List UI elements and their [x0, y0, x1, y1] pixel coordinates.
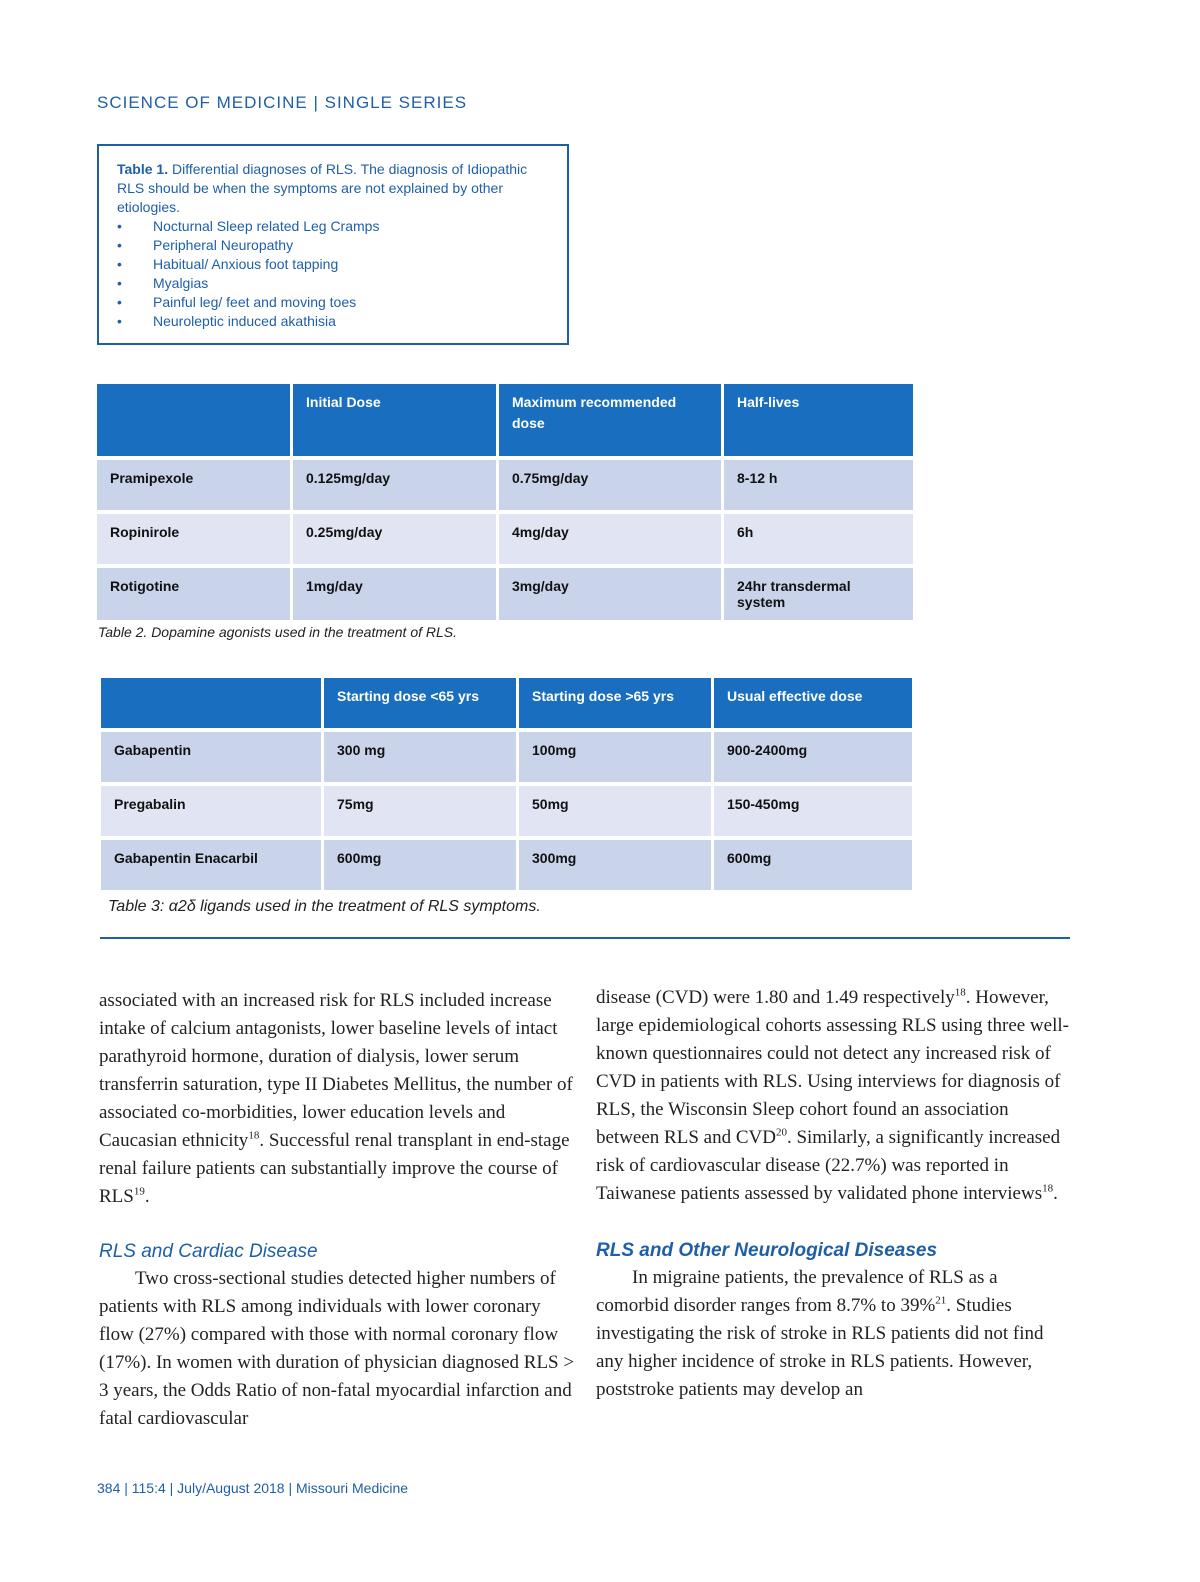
text-run: . Studies investigating the risk of stroke in RLS patients did not find any higher incidence of stroke in RLS patients. However, poststroke patients may develop an [596, 1295, 1044, 1400]
table-header-cell [101, 678, 321, 728]
text-run: disease (CVD) were 1.80 and 1.49 respectively [596, 987, 955, 1008]
table-row [101, 840, 912, 890]
section-heading: RLS and Other Neurological Diseases [596, 1240, 938, 1261]
table-cell: Gabapentin Enacarbil [101, 840, 321, 890]
bullet-icon: • [117, 313, 122, 329]
table-cell: 6h [724, 514, 913, 564]
body-paragraph [596, 1264, 1074, 1404]
bullet-icon: • [117, 256, 122, 272]
text-run: . Successful renal transplant in end-stage renal failure patients can substantially improve the course of RLS [99, 1130, 570, 1207]
table-cell: 0.125mg/day [293, 460, 496, 510]
page-footer: 384 | 115:4 | July/August 2018 | Missouri Medicine [97, 1480, 409, 1496]
table1-box [97, 144, 569, 345]
list-item-text: Neuroleptic induced akathisia [153, 313, 336, 329]
reference-superscript: 18 [1042, 1182, 1054, 1195]
table-header-cell: Half-lives [724, 384, 913, 456]
section-heading: RLS and Cardiac Disease [99, 1241, 318, 1262]
table-cell: 4mg/day [499, 514, 721, 564]
list-item-text: Habitual/ Anxious foot tapping [153, 256, 339, 272]
table-cell: Pregabalin [101, 786, 321, 836]
table-cell: 150-450mg [714, 786, 912, 836]
table-cell: 300 mg [324, 732, 516, 782]
text-run: . [1053, 1183, 1058, 1204]
table3-caption: Table 3: α2δ ligands used in the treatment of RLS symptoms. [108, 898, 541, 915]
table-cell: Ropinirole [97, 514, 290, 564]
list-item-text: Painful leg/ feet and moving toes [153, 294, 357, 310]
table-header-cell: Starting dose <65 yrs [324, 678, 516, 728]
table1-caption-text: Differential diagnoses of RLS. The diagnosis of Idiopathic RLS should be when the symptoms are not explained by other etiologies. [117, 161, 528, 215]
reference-superscript: 19 [133, 1185, 145, 1198]
list-item-text: Nocturnal Sleep related Leg Cramps [153, 218, 380, 234]
table1-caption [117, 160, 549, 217]
table-header-cell [97, 384, 290, 456]
section-divider [100, 937, 1070, 939]
list-item [117, 236, 549, 255]
table-header-row [97, 384, 913, 456]
list-item-text: Peripheral Neuropathy [153, 237, 294, 253]
table-cell: 600mg [714, 840, 912, 890]
body-paragraph [596, 984, 1074, 1208]
bullet-icon: • [117, 275, 122, 291]
table-cell: 8-12 h [724, 460, 913, 510]
list-item [117, 255, 549, 274]
table-row [97, 460, 913, 510]
table-cell: 1mg/day [293, 568, 496, 620]
text-run: . Similarly, a significantly increased risk of cardiovascular disease (22.7%) was reported in Taiwanese patients assessed by validated phone interviews [596, 1127, 1061, 1204]
table1-label: Table 1. [117, 161, 169, 177]
reference-superscript: 18 [248, 1129, 260, 1142]
table-row [101, 786, 912, 836]
table-cell: 3mg/day [499, 568, 721, 620]
table-cell: 0.25mg/day [293, 514, 496, 564]
table-row [97, 514, 913, 564]
table-header-cell: Maximum recommended dose [499, 384, 721, 456]
table-cell: Pramipexole [97, 460, 290, 510]
table-header-row [101, 678, 912, 728]
table-cell: 75mg [324, 786, 516, 836]
text-run: . [144, 1186, 150, 1207]
table-cell: 900-2400mg [714, 732, 912, 782]
left-column [99, 987, 577, 1433]
reference-superscript: 21 [935, 1294, 947, 1307]
bullet-icon: • [117, 218, 122, 234]
table-row [97, 568, 913, 620]
reference-superscript: 20 [775, 1126, 787, 1139]
table-cell: 50mg [519, 786, 711, 836]
table-cell: 24hr transdermal system [724, 568, 913, 620]
table-cell: 600mg [324, 840, 516, 890]
table-header-cell: Initial Dose [293, 384, 496, 456]
body-paragraph: Two cross-sectional studies detected higher numbers of patients with RLS among individuals with lower coronary flow (27%) compared with those with normal coronary flow (17%). In women with duration of physician diagnosed RLS > 3 years, the Odds Ratio of non-fatal myocardial infarction and fatal cardiovascular [99, 1268, 575, 1429]
running-header: SCIENCE OF MEDICINE | SINGLE SERIES [97, 93, 468, 112]
list-item-text: Myalgias [153, 275, 209, 291]
bullet-icon: • [117, 294, 122, 310]
list-item [117, 312, 549, 331]
text-run: associated with an increased risk for RLS included increase intake of calcium antagonists, lower baseline levels of intact parathyroid hormone, duration of dialysis, lower serum transferrin saturation, type II Diabetes Mellitus, the number of associated co-morbidities, lower education levels and Caucasian ethnicity [99, 990, 573, 1151]
table-cell: 100mg [519, 732, 711, 782]
reference-superscript: 18 [954, 986, 966, 999]
table1-list [117, 217, 549, 331]
body-paragraph [99, 987, 577, 1211]
table-cell: 0.75mg/day [499, 460, 721, 510]
text-run: . However, large epidemiological cohorts assessing RLS using three well-known questionnaires could not detect any increased risk of CVD in patients with RLS. Using interviews for diagnosis of RLS, the Wisconsin Sleep cohort found an association between RLS and CVD [596, 987, 1069, 1148]
bullet-icon: • [117, 237, 122, 253]
table-row [101, 732, 912, 782]
table-header-cell: Usual effective dose [714, 678, 912, 728]
text-run: In migraine patients, the prevalence of RLS as a comorbid disorder ranges from 8.7% to 39% [596, 1267, 998, 1316]
list-item [117, 217, 549, 236]
table3-alpha2delta-ligands [98, 674, 915, 894]
table-cell: Rotigotine [97, 568, 290, 620]
list-item [117, 274, 549, 293]
table-header-cell: Starting dose >65 yrs [519, 678, 711, 728]
table-cell: Gabapentin [101, 732, 321, 782]
table-cell: 300mg [519, 840, 711, 890]
right-column [596, 984, 1074, 1404]
table2-caption: Table 2. Dopamine agonists used in the treatment of RLS. [98, 624, 458, 640]
list-item [117, 293, 549, 312]
table2-dopamine-agonists [94, 380, 916, 624]
